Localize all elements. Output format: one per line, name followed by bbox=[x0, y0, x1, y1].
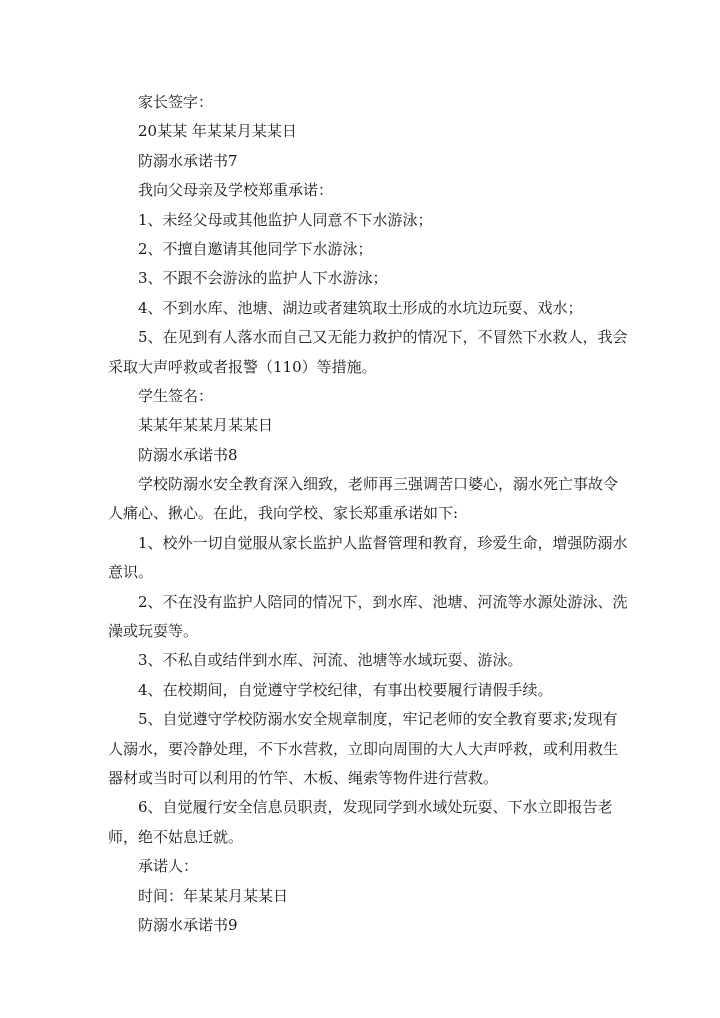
list-item: 2、不在没有监护人陪同的情况下，到水库、池塘、河流等水源处游泳、洗 bbox=[138, 592, 628, 611]
list-item-continuation: 器材或当时可以利用的竹竿、木板、绳索等物件进行营救。 bbox=[108, 768, 499, 787]
list-item: 5、自觉遵守学校防溺水安全规章制度，牢记老师的安全教育要求;发现有 bbox=[138, 710, 618, 729]
paragraph-line: 我向父母亲及学校郑重承诺： bbox=[138, 181, 334, 200]
list-item: 6、自觉履行安全信息员职责，发现同学到水域处玩耍、下水立即报告老 bbox=[138, 798, 613, 817]
list-item-continuation: 人溺水，要冷静处理，不下水营救，立即向周围的大人大声呼救，或利用救生 bbox=[108, 739, 619, 758]
list-item-continuation: 意识。 bbox=[108, 563, 154, 582]
list-item: 1、未经父母或其他监护人同意不下水游泳； bbox=[138, 210, 433, 229]
parent-signature-label: 家长签字： bbox=[138, 93, 214, 111]
list-item: 3、不跟不会游泳的监护人下水游泳； bbox=[138, 269, 388, 288]
section-title-7: 防溺水承诺书7 bbox=[138, 151, 238, 170]
paragraph-line: 学校防溺水安全教育深入细致，老师再三强调苦口婆心，溺水死亡事故令 bbox=[138, 475, 619, 494]
promisor-label: 承诺人： bbox=[138, 857, 199, 876]
list-item-continuation: 师，绝不姑息迁就。 bbox=[108, 827, 244, 846]
section-title-9: 防溺水承诺书9 bbox=[138, 915, 238, 934]
list-item: 5、在见到有人落水而自己又无能力救护的情况下，不冒然下水救人，我会 bbox=[138, 328, 628, 347]
document-body bbox=[108, 88, 628, 940]
student-signature-label: 学生签名： bbox=[138, 386, 214, 405]
list-item: 4、不到水库、池塘、湖边或者建筑取土形成的水坑边玩耍、戏水； bbox=[138, 298, 583, 317]
list-item: 4、在校期间，自觉遵守学校纪律，有事出校要履行请假手续。 bbox=[138, 680, 553, 699]
time-line: 时间：年某某月某某日 bbox=[138, 886, 289, 905]
list-item: 2、不擅自邀请其他同学下水游泳； bbox=[138, 239, 373, 258]
date-line: 某某年某某月某某日 bbox=[138, 416, 274, 435]
date-line: 20某某 年某某月某某日 bbox=[138, 122, 297, 141]
list-item-continuation: 采取大声呼救或者报警（110）等措施。 bbox=[108, 357, 377, 376]
section-title-8: 防溺水承诺书8 bbox=[138, 445, 238, 464]
list-item-continuation: 澡或玩耍等。 bbox=[108, 622, 199, 641]
paragraph-continuation: 人痛心、揪心。在此，我向学校、家长郑重承诺如下: bbox=[108, 504, 459, 523]
list-item: 3、不私自或结伴到水库、河流、池塘等水域玩耍、游泳。 bbox=[138, 651, 523, 670]
list-item: 1、校外一切自觉服从家长监护人监督管理和教育，珍爱生命，增强防溺水 bbox=[138, 533, 628, 552]
